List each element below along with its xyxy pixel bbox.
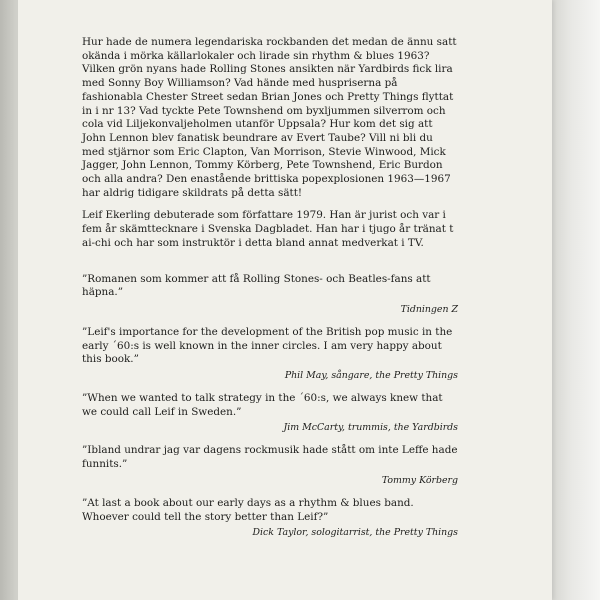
- quote-source: Tidningen Z: [400, 303, 458, 315]
- quote-text: ”When we wanted to talk strategy in the ´60:s, we always knew that we could call Leif in Sweden.”: [82, 392, 443, 418]
- background-surface: [552, 0, 600, 600]
- review-quote: [82, 273, 458, 316]
- quote-text: ”Ibland undrar jag var dagens rockmusik hade stått om inte Leffe hade funnits.”: [82, 444, 458, 471]
- quote-source: Phil May, sångare, the Pretty Things: [284, 370, 458, 382]
- review-quote: [82, 444, 458, 486]
- quote-source: Dick Taylor, sologitarrist, the Pretty Things: [252, 527, 458, 539]
- quote-text: ”Romanen som kommer att få Rolling Stones- och Beatles-fans att häpna.”: [82, 272, 431, 299]
- review-quote: [82, 326, 458, 382]
- author-bio: Leif Ekerling debuterade som författare 1979. Han är jurist och var i fem år skämttecknare i Svenska Dagbladet. Han har i tjugo år tränat t ai-chi och har som instruktör i detta bland annat medverkat i TV.: [82, 209, 454, 249]
- quote-source: Tommy Körberg: [381, 474, 458, 486]
- quote-text: ”At last a book about our early days as a rhythm & blues band. Whoever could tell the story better than Leif?”: [82, 496, 414, 523]
- quote-source: Jim McCarty, trummis, the Yardbirds: [283, 422, 458, 434]
- review-quote: [82, 497, 458, 539]
- review-quote: [82, 392, 458, 434]
- quote-text: ”Leif's importance for the development of the British pop music in the early ´60:s is well known in the inner circles. I am very happy about this book.”: [82, 325, 453, 366]
- blurb-paragraph: Hur hade de numera legendariska rockbanden det medan de ännu satt okända i mörka källarlokaler och lirade sin rhythm & blues 1963? Vilken grön nyans hade Rolling Stones ansikten när Yardbirds fick lira med Sonny Boy Williamson? Vad hände med huspriserna på fashionabla Chester Street sedan Brian Jones och Pretty Things flyttat in i nr 13? Vad tyckte Pete Townshend om byxljummen silverrom och cola vid Liljekonvaljeholmen utanför Uppsala? Hur kom det sig att John Lennon blev fanatisk beundrare av Evert Taube? Vill ni bli du med stjärnor som Eric Clapton, Van Morrison, Stevie Winwood, Mick Jagger, John Lennon, Tommy Körberg, Pete Townshend, Eric Burdon och alla andra? Den enastående brittiska popexplosionen 1963—1967 har aldrig tidigare skildrats på detta sätt!: [82, 36, 457, 199]
- cover-text: [82, 36, 458, 549]
